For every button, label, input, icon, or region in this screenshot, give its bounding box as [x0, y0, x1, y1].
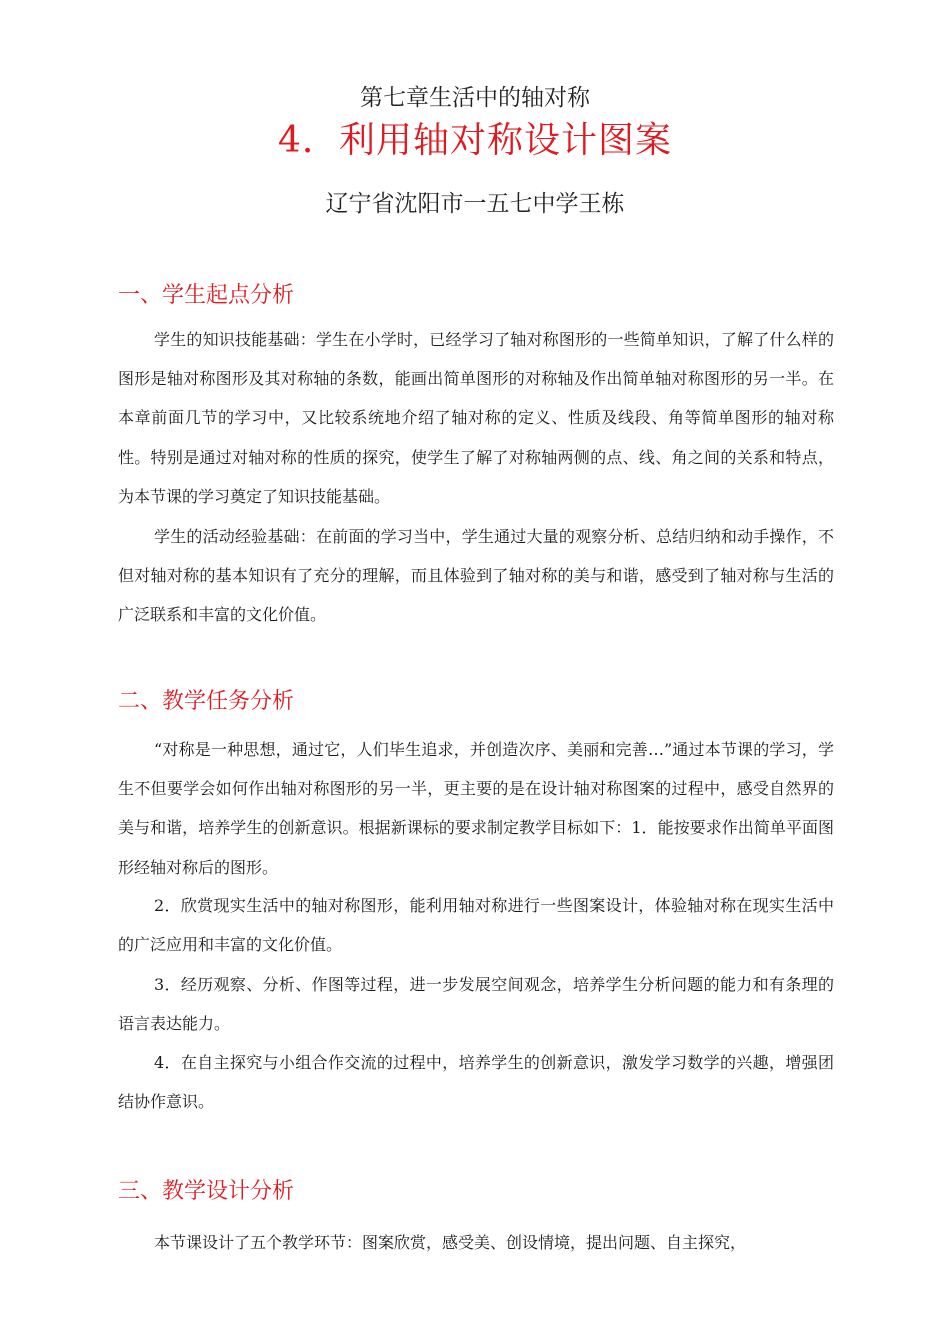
goal-item-2: 2．欣赏现实生活中的轴对称图形，能利用轴对称进行一些图案设计，体验轴对称在现实生活中的广泛应用和丰富的文化价值。 [118, 896, 834, 955]
goal-item-3: 3．经历观察、分析、作图等过程，进一步发展空间观念，培养学生分析问题的能力和有条理的语言表达能力。 [118, 975, 834, 1034]
section-heading-task-analysis: 二、教学任务分析 [118, 689, 295, 714]
paragraph-activity-basis: 学生的活动经验基础：在前面的学习当中，学生通过大量的观察分析、总结归纳和动手操作，不但对轴对称的基本知识有了充分的理解，而且体验到了轴对称的美与和谐，感受到了轴对称与生活的广泛联系和丰富的文化价值。 [118, 527, 834, 625]
section-heading-design-analysis: 三、教学设计分析 [118, 1179, 295, 1204]
chapter-title: 第七章生活中的轴对称 [360, 85, 590, 111]
paragraph-design-intro: 本节课设计了五个教学环节：图案欣赏，感受美、创设情境，提出问题、自主探究， [154, 1233, 747, 1252]
paragraph-task-intro: “对称是一种思想，通过它，人们毕生追求，并创造次序、美丽和完善…”通过本节课的学习，学生不但要学会如何作出轴对称图形的另一半，更主要的是在设计轴对称图案的过程中，感受自然界的美与和谐，培养学生的创新意识。根据新课标的要求制定教学目标如下：1．能按要求作出简单平面图形经轴对称后的图形。 [118, 740, 834, 877]
author-line: 辽宁省沈阳市一五七中学王栋 [325, 191, 625, 217]
lesson-title: 4．利用轴对称设计图案 [278, 120, 672, 161]
goal-item-4: 4．在自主探究与小组合作交流的过程中，培养学生的创新意识，激发学习数学的兴趣，增强团结协作意识。 [118, 1053, 834, 1112]
section-heading-student-analysis: 一、学生起点分析 [118, 283, 295, 308]
paragraph-knowledge-basis: 学生的知识技能基础：学生在小学时，已经学习了轴对称图形的一些简单知识，了解了什么样的图形是轴对称图形及其对称轴的条数，能画出简单图形的对称轴及作出简单轴对称图形的另一半。在本章前面几节的学习中，又比较系统地介绍了轴对称的定义、性质及线段、角等简单图形的轴对称性。特别是通过对轴对称的性质的探究，使学生了解了对称轴两侧的点、线、角之间的关系和特点，为本节课的学习奠定了知识技能基础。 [118, 330, 834, 506]
